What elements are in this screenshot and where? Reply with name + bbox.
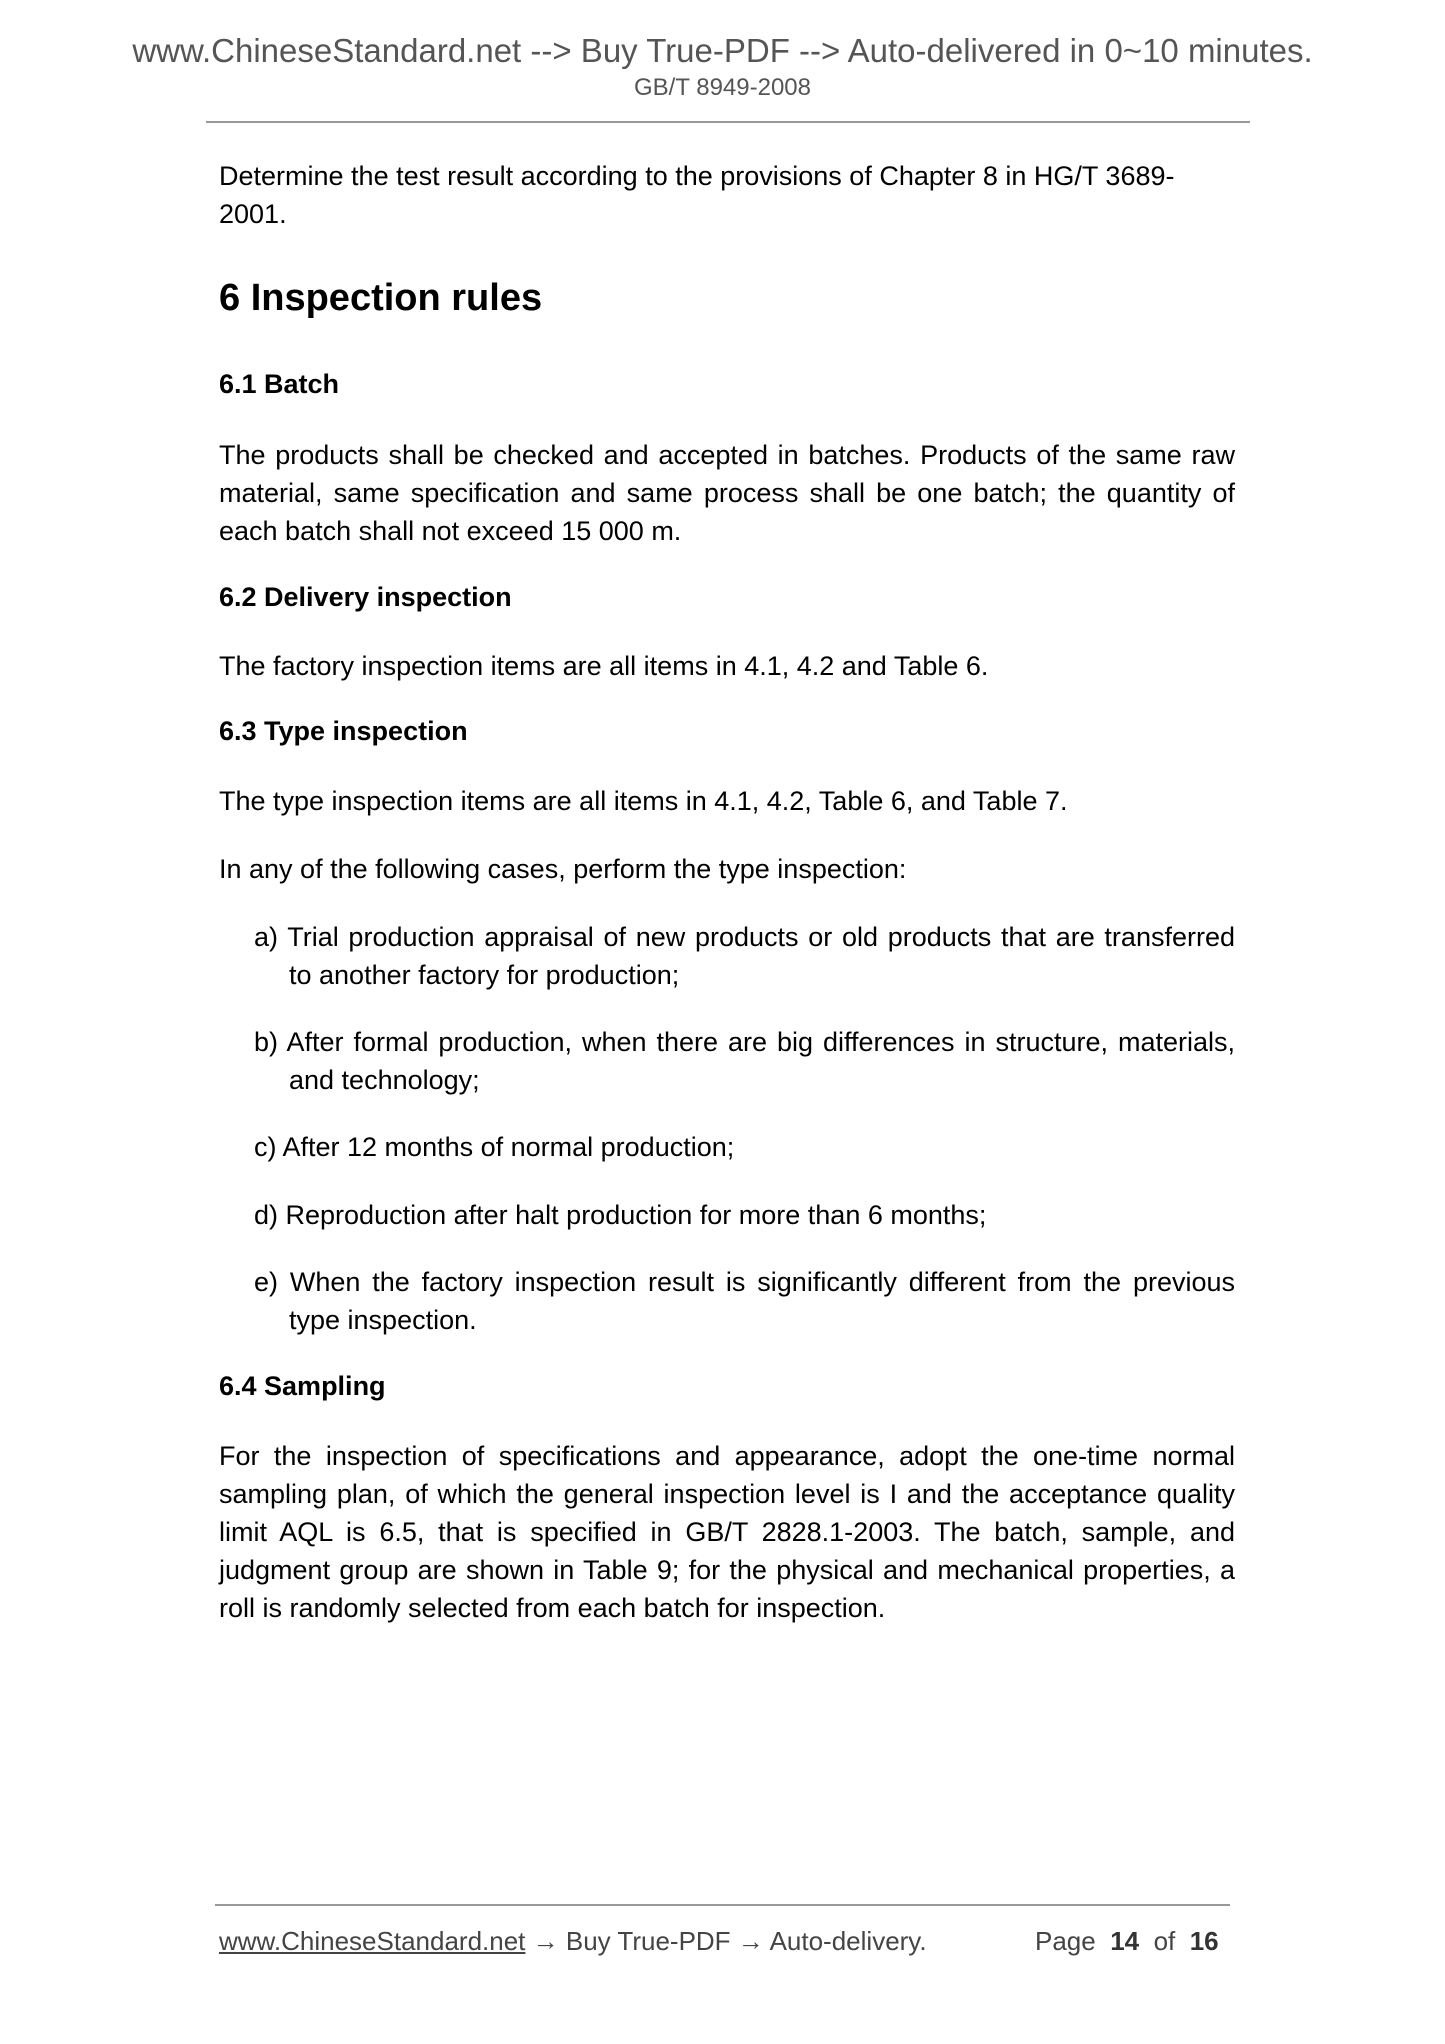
footer-text: → Buy True-PDF → Auto-delivery. [525, 1926, 927, 1956]
subsection-6-2-text: The factory inspection items are all items in 4.1, 4.2 and Table 6. [219, 651, 989, 681]
list-item: a) Trial production appraisal of new products or old products that are transferred to another factory for production; [254, 922, 1235, 990]
header-banner: www.ChineseStandard.net --> Buy True-PDF --> Auto-delivered in 0~10 minutes. [132, 32, 1313, 69]
list-item: c) After 12 months of normal production; [254, 1132, 735, 1162]
list-item: d) Reproduction after halt production for more than 6 months; [254, 1200, 987, 1230]
page-label: Page [1035, 1926, 1096, 1956]
subsection-6-3-text: The type inspection items are all items in 4.1, 4.2, Table 6, and Table 7. [219, 786, 1068, 816]
header-divider [206, 121, 1250, 123]
intro-paragraph: Determine the test result according to the provisions of Chapter 8 in HG/T 3689-2001. [219, 161, 1175, 229]
section-heading: 6 Inspection rules [219, 277, 543, 319]
of-label: of [1153, 1926, 1176, 1956]
subsection-6-3-heading: 6.3 Type inspection [219, 716, 468, 746]
subsection-6-3-cases: In any of the following cases, perform the type inspection: [219, 854, 907, 884]
list-item: b) After formal production, when there are big differences in structure, materials, and technology; [254, 1027, 1235, 1095]
page-number: 14 [1110, 1926, 1140, 1956]
subsection-6-4-heading: 6.4 Sampling [219, 1371, 386, 1401]
footer-link[interactable]: www.ChineseStandard.net [219, 1926, 526, 1956]
subsection-6-1-text: The products shall be checked and accepted in batches. Products of the same raw material, same specification and same process shall be one batch; the quantity of each batch shall not exceed 15 000 m. [219, 440, 1235, 546]
total-pages: 16 [1189, 1926, 1219, 1956]
footer-divider [215, 1904, 1230, 1906]
list-item: e) When the factory inspection result is significantly different from the previous type inspection. [254, 1267, 1235, 1335]
standard-number: GB/T 8949-2008 [633, 74, 811, 101]
footer-left [219, 1926, 927, 1957]
page-indicator [1035, 1926, 1219, 1957]
subsection-6-2-heading: 6.2 Delivery inspection [219, 582, 512, 612]
subsection-6-1-heading: 6.1 Batch [219, 369, 340, 399]
subsection-6-4-text: For the inspection of specifications and appearance, adopt the one-time normal sampling plan, of which the general inspection level is I and the acceptance quality limit AQL is 6.5, that is specified in GB/T 2828.1-2003. The batch, sample, and judgment group are shown in Table 9; for the physical and mechanical properties, a roll is randomly selected from each batch for inspection. [219, 1441, 1235, 1623]
